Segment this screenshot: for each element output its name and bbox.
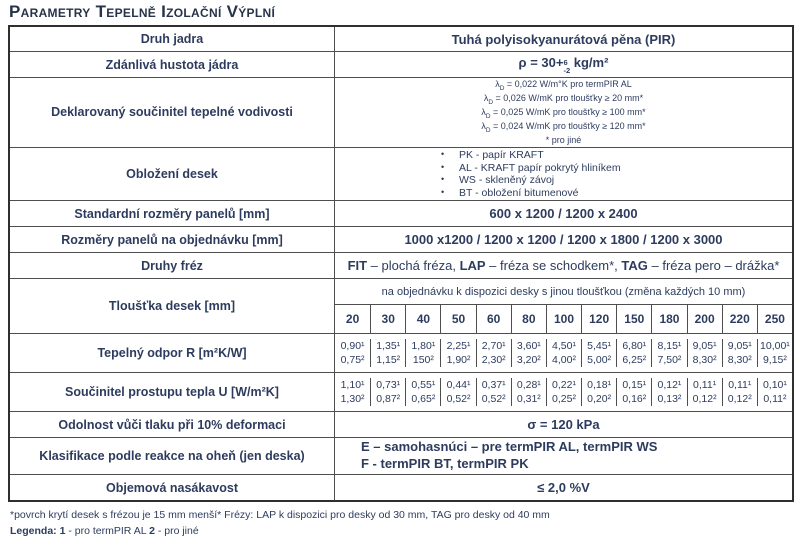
list-item [441, 187, 790, 200]
thickness-col: 80 [511, 305, 546, 333]
density-tolerance-top: 6 [563, 58, 568, 67]
legend-label: Legenda: 1 [10, 525, 66, 538]
parameters-table [8, 25, 794, 502]
row-label-density: Zdánlivá hustota jádra [9, 52, 335, 78]
row-fire-class [9, 438, 793, 475]
row-value-absorption: ≤ 2,0 %V [335, 475, 794, 502]
row-conductivity [9, 78, 793, 148]
thickness-col: 30 [370, 305, 405, 333]
thickness-col: 20 [345, 312, 360, 327]
r-cell: 5,45¹ 5,00² [581, 339, 616, 367]
footnotes [10, 507, 794, 540]
row-value-conductivity [335, 78, 794, 148]
list-item [441, 149, 790, 162]
bullet-icon: • [441, 174, 445, 185]
bullet-icon: • [441, 186, 445, 197]
lambda-text: = 0,024 W/mK pro tloušťky ≥ 120 mm* [493, 120, 646, 131]
lambda-symbol: λ [481, 106, 486, 117]
r-cell: 9,05¹ 8,30² [722, 339, 757, 367]
lambda-text: = 0,022 W/m°K pro termPIR AL [506, 79, 632, 89]
mill-type-desc: – plochá fréza, [367, 258, 460, 274]
lambda-subscript: D [488, 98, 494, 106]
row-value-mill-types [335, 253, 794, 279]
row-label-facing: Obložení desek [9, 147, 335, 200]
row-u-value [9, 373, 793, 412]
lambda-subscript: D [485, 126, 491, 134]
list-item [441, 174, 790, 187]
mill-type-desc: – fréza pero – drážka* [647, 258, 780, 274]
facing-item-label: PK - papír KRAFT [459, 148, 544, 161]
row-mill-types [9, 253, 793, 279]
u-cell: 0,28¹ 0,31² [511, 378, 546, 406]
r-value-columns [335, 339, 792, 367]
thickness-col: 220 [722, 305, 757, 333]
lambda-line [337, 121, 790, 135]
thickness-col: 250 [757, 305, 792, 333]
footnote-line: *povrch krytí desek s frézou je 15 mm menší* Frézy: LAP k dispozici pro desky od 30 mm, TAG pro desky od 40 mm [10, 509, 550, 522]
thickness-col: 60 [476, 305, 511, 333]
row-value-order-sizes: 1000 x1200 / 1200 x 1200 / 1200 x 1800 / 1200 x 3000 [335, 227, 794, 253]
thickness-note: na objednávku k dispozici desky s jinou tloušťkou (změna každých 10 mm) [335, 279, 794, 305]
facing-item-label: AL - KRAFT papír pokrytý hliníkem [459, 161, 621, 174]
r-cell: 9,05¹ 8,30² [687, 339, 722, 367]
row-label-core-type: Druh jadra [9, 26, 335, 52]
density-tolerance-bottom: -2 [563, 65, 571, 75]
r-values [335, 334, 794, 373]
u-cell: 0,44¹ 0,52² [440, 378, 475, 406]
mill-type-desc: – fréza se schodkem*, [485, 258, 622, 274]
lambda-subscript: D [499, 84, 505, 92]
u-cell: 0,37¹ 0,52² [476, 378, 511, 406]
row-value-pressure: σ = 120 kPa [335, 412, 794, 438]
density-formula: ρ = 30+ [518, 55, 564, 70]
page-title: Parametry Tepelně Izolační Výplní [9, 2, 276, 21]
lambda-symbol: λ [481, 120, 486, 131]
r-cell: 0,90¹ 0,75² [340, 340, 365, 367]
r-cell: 2,25¹ 1,90² [440, 339, 475, 367]
r-cell: 8,15¹ 7,50² [651, 339, 686, 367]
row-label-mill-types: Druhy fréz [9, 253, 335, 279]
u-cell: 0,73¹ 0,87² [370, 378, 405, 406]
lambda-line [337, 79, 790, 93]
row-label-conductivity: Deklarovaný součinitel tepelné vodivosti [9, 78, 335, 148]
lambda-line [337, 107, 790, 121]
density-unit: kg/m² [570, 55, 609, 70]
row-standard-sizes [9, 201, 793, 227]
thickness-col: 120 [581, 305, 616, 333]
row-core-type [9, 26, 793, 52]
legend-label: 2 [149, 525, 155, 538]
row-thickness-note [9, 279, 793, 305]
row-facing [9, 147, 793, 200]
thickness-columns [335, 305, 792, 333]
row-label-fire-class: Klasifikace podle reakce na oheň (jen deska) [9, 438, 335, 475]
u-value-columns [335, 378, 792, 406]
row-label-standard-sizes: Standardní rozměry panelů [mm] [9, 201, 335, 227]
r-cell: 3,60¹ 3,20² [511, 339, 546, 367]
facing-item-label: WS - skleněný závoj [459, 174, 555, 187]
thickness-header [335, 305, 794, 334]
thickness-col: 100 [546, 305, 581, 333]
lambda-subscript: D [485, 112, 491, 120]
lambda-text: = 0,026 W/mK pro tloušťky ≥ 20 mm* [495, 92, 644, 103]
r-cell: 2,70¹ 2,30² [476, 339, 511, 367]
row-value-facing [335, 147, 794, 200]
row-density [9, 52, 793, 78]
mill-type-code: FIT [347, 258, 368, 274]
thickness-col: 50 [440, 305, 475, 333]
row-value-fire-class [335, 438, 794, 475]
row-r-value [9, 334, 793, 373]
row-pressure [9, 412, 793, 438]
lambda-symbol: λ [495, 79, 500, 89]
u-cell: 0,11¹ 0,12² [722, 378, 757, 406]
thickness-col: 150 [616, 305, 651, 333]
u-cell: 1,10¹ 1,30² [340, 379, 365, 406]
thickness-col: 200 [687, 305, 722, 333]
thickness-col: 40 [405, 305, 440, 333]
row-order-sizes [9, 227, 793, 253]
r-cell: 1,80¹ 150² [405, 339, 440, 367]
u-cell: 0,12¹ 0,13² [651, 378, 686, 406]
u-cell: 0,22¹ 0,25² [546, 378, 581, 406]
mill-type-code: TAG [621, 258, 648, 274]
facing-item-label: BT - obložení bitumenové [459, 186, 579, 199]
r-cell: 1,35¹ 1,15² [370, 339, 405, 367]
list-item [441, 162, 790, 175]
r-cell: 6,80¹ 6,25² [616, 339, 651, 367]
row-label-r-value: Tepelný odpor R [m²K/W] [9, 334, 335, 373]
legend-line [10, 523, 794, 539]
lambda-text: = 0,025 W/mK pro tloušťky ≥ 100 mm* [493, 106, 646, 117]
u-cell: 0,55¹ 0,65² [405, 378, 440, 406]
u-values [335, 373, 794, 412]
row-label-u-value: Součinitel prostupu tepla U [W/m²K] [9, 373, 335, 412]
row-label-thickness: Tloušťka desek [mm] [9, 279, 335, 334]
row-absorption [9, 475, 793, 502]
mill-type-code: LAP [459, 258, 486, 274]
lambda-symbol: λ [483, 92, 489, 103]
row-value-density [335, 52, 794, 78]
row-label-pressure: Odolnost vůči tlaku při 10% deformaci [9, 412, 335, 438]
fire-class-line: E – samohasnúci – pre termPIR AL, termPIR WS [361, 439, 658, 455]
row-label-order-sizes: Rozměry panelů na objednávku [mm] [9, 227, 335, 253]
facing-list [441, 149, 790, 199]
lambda-line [337, 93, 790, 107]
u-cell: 0,11¹ 0,12² [687, 378, 722, 406]
u-cell: 0,10¹ 0,11² [757, 378, 792, 406]
row-value-core-type: Tuhá polyisokyanurátová pěna (PIR) [335, 26, 794, 52]
bullet-icon: • [441, 161, 445, 172]
u-cell: 0,18¹ 0,20² [581, 378, 616, 406]
r-cell: 10,00¹ 9,15² [757, 339, 792, 367]
fire-class-line: F - termPIR BT, termPIR PK [361, 456, 529, 472]
legend-text: - pro jiné [154, 525, 199, 538]
r-cell: 4,50¹ 4,00² [546, 339, 581, 367]
row-value-standard-sizes: 600 x 1200 / 1200 x 2400 [335, 201, 794, 227]
thickness-col: 180 [651, 305, 686, 333]
legend-text: - pro termPIR AL [65, 525, 150, 538]
lambda-footnote: * pro jiné [545, 134, 582, 145]
u-cell: 0,15¹ 0,16² [616, 378, 651, 406]
bullet-icon: • [441, 148, 445, 159]
row-label-absorption: Objemová nasákavost [9, 475, 335, 502]
